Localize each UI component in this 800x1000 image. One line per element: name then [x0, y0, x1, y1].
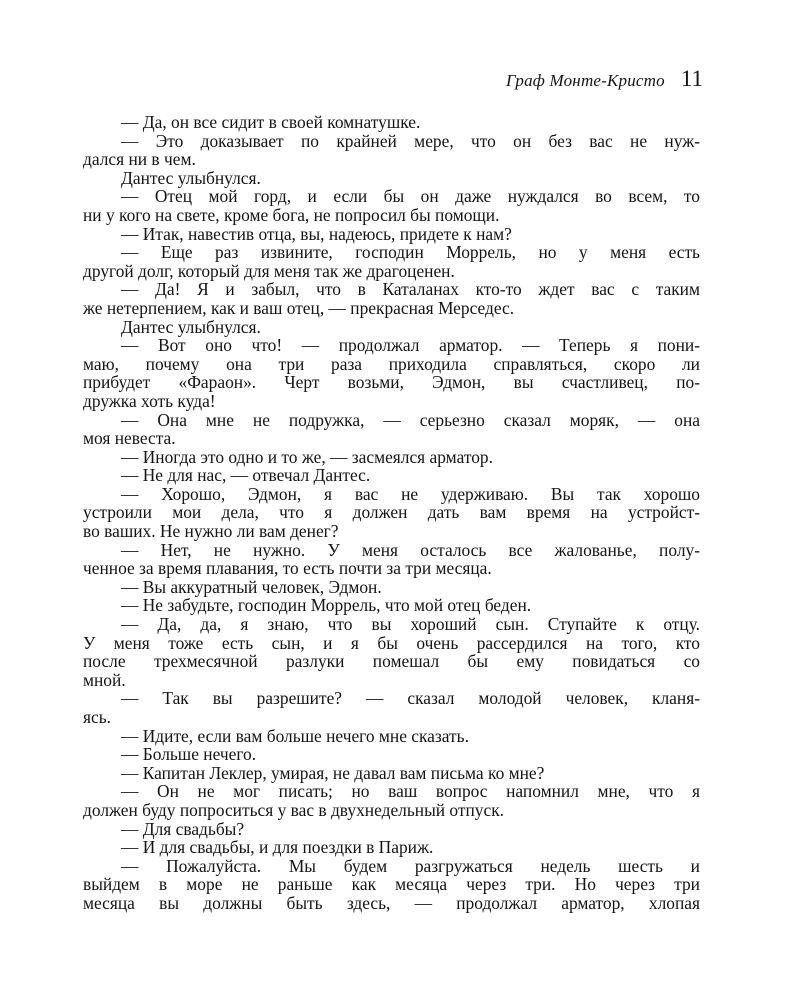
- text-line: — Вот оно что! — продолжал арматор. — Теперь я пони-: [121, 335, 700, 356]
- text-line: — Еще раз извините, господин Моррель, но у меня есть: [121, 242, 700, 263]
- body-text: [83, 113, 700, 913]
- text-line: — Для свадьбы?: [121, 818, 245, 839]
- text-line: — Она мне не подружка, — серьезно сказал моряк, — она: [121, 409, 700, 430]
- text-line: во ваших. Не нужно ли вам денег?: [83, 521, 339, 542]
- text-line: месяца вы должны быть здесь, — продолжал арматор, хлопая: [83, 892, 700, 913]
- text-line: — Да, да, я знаю, что вы хороший сын. Ступайте к отцу.: [121, 614, 700, 635]
- text-line: — Идите, если вам больше нечего мне сказать.: [121, 725, 469, 746]
- text-line: выйдем в море не раньше как месяца через три. Но через три: [83, 874, 700, 895]
- text-line: — Хорошо, Эдмон, я вас не удерживаю. Вы так хорошо: [121, 483, 700, 504]
- text-line: — Пожалуйста. Мы будем разгружаться недель шесть и: [121, 855, 700, 876]
- text-line: другой долг, который для меня так же драгоценен.: [83, 260, 455, 281]
- text-line: ясь.: [83, 707, 111, 727]
- text-line: У меня тоже есть сын, и я бы очень рассердился на того, кто: [83, 632, 700, 653]
- text-line: — Не для нас, — отвечал Дантес.: [121, 465, 371, 486]
- text-line: должен буду попроситься у вас в двухнедельный отпуск.: [83, 799, 505, 820]
- text-line: моя невеста.: [83, 428, 176, 449]
- text-line: прибудет «Фараон». Черт возьми, Эдмон, вы счастливец, по-: [83, 372, 700, 393]
- text-line: — Нет, не нужно. У меня осталось все жалованье, полу-: [121, 539, 700, 560]
- text-line: ченное за время плавания, то есть почти за три месяца.: [83, 558, 492, 579]
- page-number: 11: [680, 66, 703, 91]
- text-line: Дантес улыбнулся.: [121, 316, 261, 337]
- text-line: — Капитан Леклер, умирая, не давал вам письма ко мне?: [121, 762, 545, 783]
- text-line: — Он не мог писать; но ваш вопрос напомнил мне, что я: [121, 781, 700, 802]
- text-line: дался ни в чем.: [83, 149, 196, 170]
- text-line: — Да, он все сидит в своей комнатушке.: [121, 112, 421, 132]
- text-line: — Отец мой горд, и если бы он даже нуждался во всем, то: [121, 186, 700, 207]
- running-title: Граф Монте-Кристо: [505, 71, 665, 90]
- text-line: — Вы аккуратный человек, Эдмон.: [121, 576, 382, 597]
- text-line: же нетерпением, как и ваш отец, — прекрасная Мерседес.: [83, 297, 515, 318]
- text-line: — Иногда это одно и то же, — засмеялся арматор.: [121, 446, 493, 467]
- text-line: ни у кого на свете, кроме бога, не попросил бы помощи.: [83, 204, 500, 225]
- text-line: — Больше нечего.: [121, 744, 257, 765]
- text-line: — Так вы разрешите? — сказал молодой человек, кланя-: [121, 688, 700, 709]
- text-line: — Это доказывает по крайней мере, что он без вас не нуж-: [121, 130, 700, 151]
- text-line: — Итак, навестив отца, вы, надеюсь, придете к нам?: [121, 223, 512, 244]
- text-line: — Не забудьте, господин Моррель, что мой отец беден.: [121, 595, 532, 616]
- running-header: [506, 66, 703, 92]
- text-line: Дантес улыбнулся.: [121, 167, 261, 188]
- text-line: маю, почему она три раза приходила справляться, скоро ли: [83, 353, 700, 374]
- text-line: после трехмесячной разлуки помешал бы ему повидаться со: [83, 651, 700, 672]
- text-line: устроили мои дела, что я должен дать вам время на устройст-: [83, 502, 700, 523]
- text-line: мной.: [83, 669, 126, 690]
- text-line: — И для свадьбы, и для поездки в Париж.: [121, 837, 434, 858]
- text-line: дружка хоть куда!: [83, 390, 216, 411]
- text-line: — Да! Я и забыл, что в Каталанах кто-то ждет вас с таким: [121, 279, 700, 300]
